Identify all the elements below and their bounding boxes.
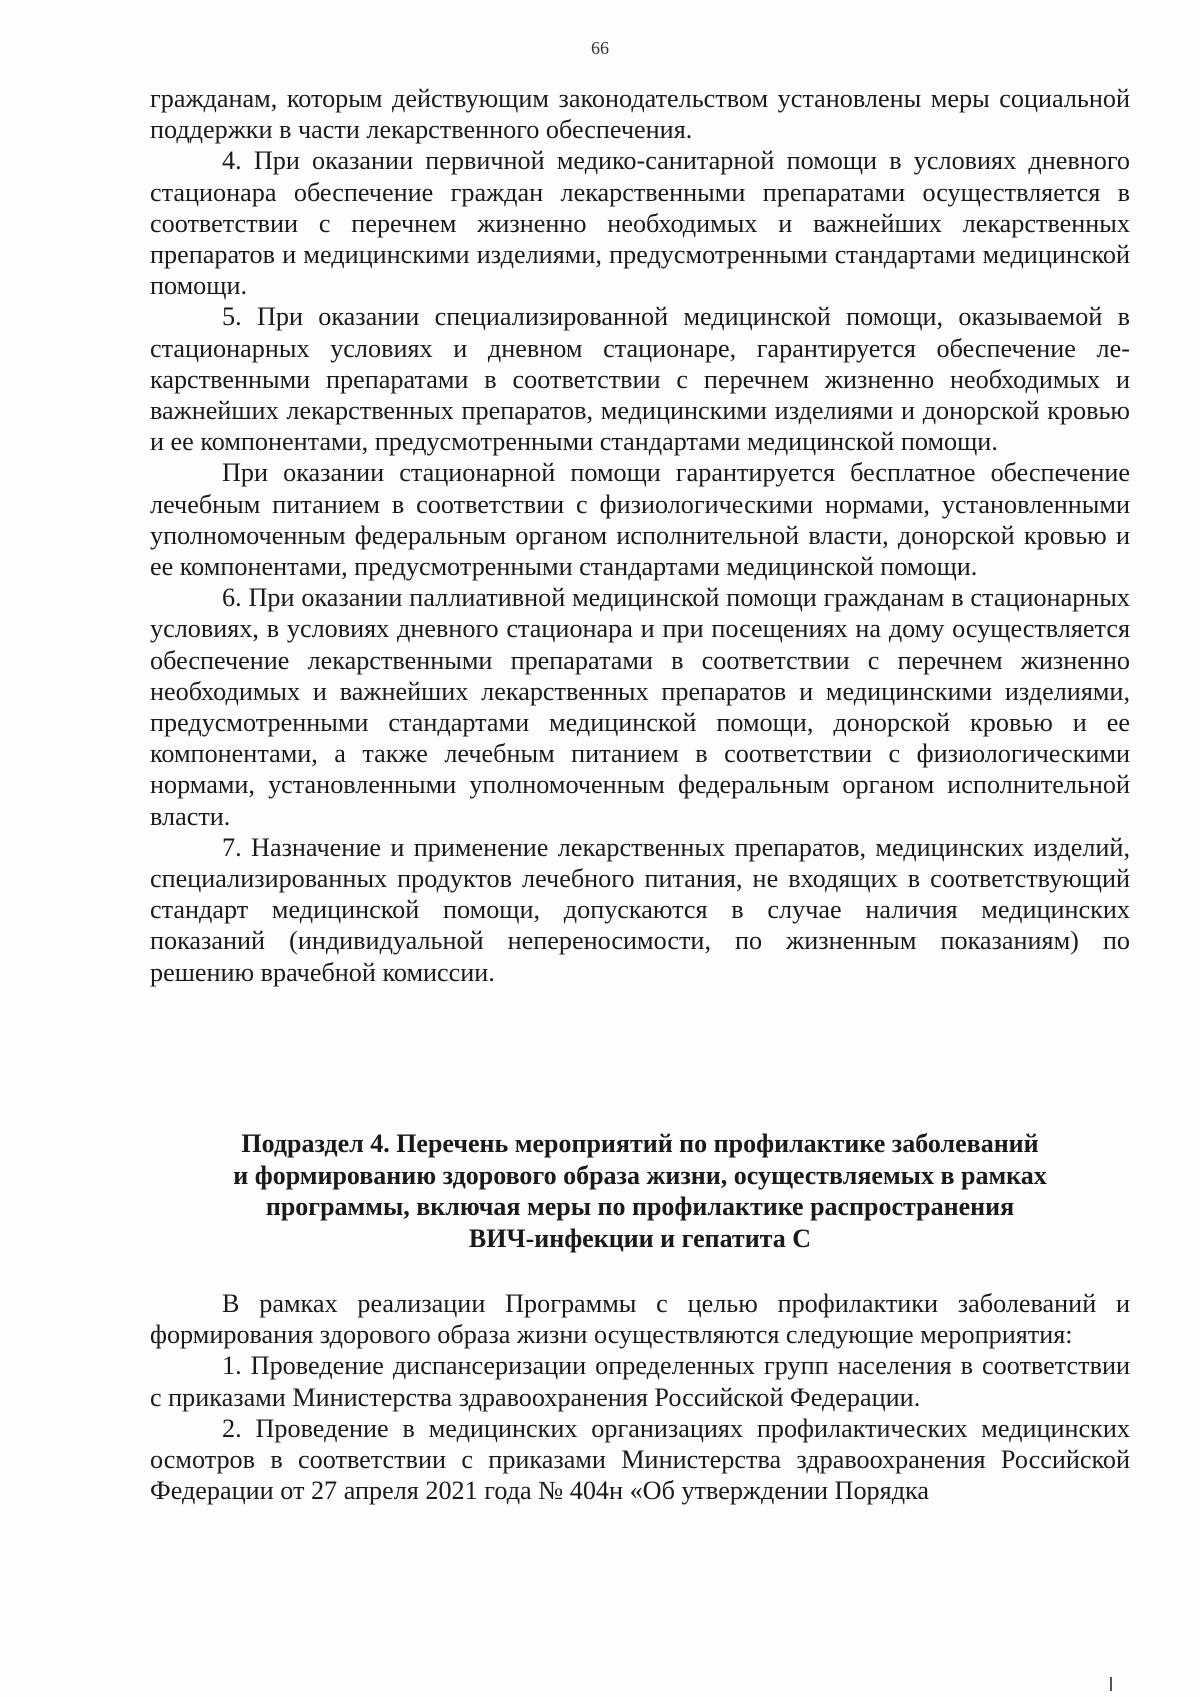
paragraph-measure-1: 1. Проведение диспансеризации определенных групп населения в соответствии с приказами Министерства здравоохранения Российской Федерации. — [150, 1351, 1130, 1412]
page-number: 66 — [591, 38, 609, 58]
paragraph-item-4: 4. При оказании первичной медико-санитарной помощи в условиях дневного стационара обеспечение граждан лекарственными препаратами осуществляется в соответствии с перечнем жизненно необходимых и важнейших лекарственных препаратов и медицинскими изделиями, предусмотренными стандартами медицинской помощи. — [150, 146, 1130, 301]
paragraph-item-6: 6. При оказании паллиативной медицинской помощи гражданам в стационарных условиях, в условиях дневного стационара и при посещениях на дому осуществляется обеспечение лекарственными препаратами в соответствии с перечнем жизненно необходимых и важнейших лекарственных препаратов и медицинскими изделиями, предусмотренными стандартами медицинской помощи, донорской кровью и ее компонентами, а также лечебным питанием в соответствии с физиологическими нормами, установленными уполномоченным федеральным органом исполнительной власти. — [150, 583, 1130, 831]
text-block-bottom — [150, 1288, 1130, 1506]
scan-artifact-mark — [1110, 1677, 1112, 1691]
paragraph-intro: В рамках реализации Программы с целью профилактики заболеваний и формирования здорового образа жизни осуществляются следующие мероприятия: — [150, 1289, 1130, 1350]
paragraph-item-5: 5. При оказании специализированной медицинской помощи, оказываемой в стационарных условиях и дневном стационаре, гарантируется обеспечение лекарственными препаратами в соответствии с перечнем жизненно необходимых и важнейших лекарственных препаратов, медицинскими изделиями и донорской кровью и ее компонентами, предусмотренными стандартами медицинской помощи. — [150, 302, 1130, 457]
paragraph-continuation: гражданам, которым действующим законодательством установлены меры социальной поддержки в части лекарственного обеспечения. — [150, 84, 1130, 145]
paragraph-inpatient-nutrition: При оказании стационарной помощи гарантируется бесплатное обеспечение лечебным питанием в соответствии с физиологическими нормами, установленными уполномоченным федеральным органом исполнительной власти, донорской кровью и ее компонентами, предусмотренными стандартами медицинской помощи. — [150, 458, 1130, 582]
heading-line: и формированию здорового образа жизни, осуществляемых в рамках — [233, 1160, 1047, 1190]
text-block-top — [150, 83, 1130, 988]
heading-line: ВИЧ-инфекции и гепатита С — [468, 1223, 812, 1253]
heading-line: программы, включая меры по профилактике распространения — [265, 1192, 1015, 1221]
heading-line: Подраздел 4. Перечень мероприятий по профилактике заболеваний — [241, 1129, 1039, 1158]
paragraph-measure-2: 2. Проведение в медицинских организациях профилактических медицинских осмотров в соответствии с приказами Министерства здравоохранения Российской Федерации от 27 апреля 2021 года № 404н «Об утверждении Порядка — [150, 1413, 1130, 1506]
paragraph-item-7: 7. Назначение и применение лекарственных препаратов, медицинских изделий, специализированных продуктов лечебного питания, не входящих в соответствующий стандарт медицинской помощи, допускаются в случае наличия медицинских показаний (индивидуальной непереносимости, по жизненным показаниям) по решению врачебной комиссии. — [150, 832, 1130, 987]
subsection-heading — [150, 1128, 1130, 1254]
